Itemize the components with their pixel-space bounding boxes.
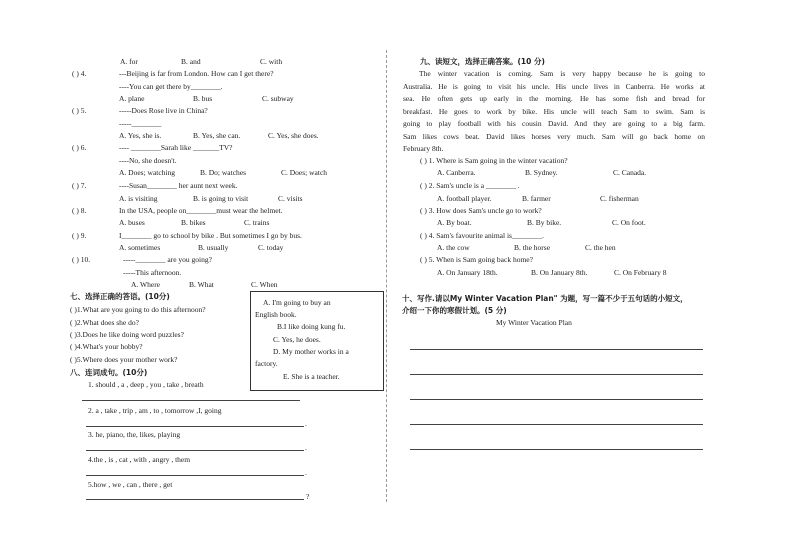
q4-option-c: C. subway [262,94,294,103]
q8-stem: In the USA, people on________must wear the helmet. [119,206,283,215]
q6-option-a: A. Does; watching [119,168,176,177]
r-q4-option-c: C. the hen [585,243,616,252]
passage-line-3: sea. He often gets up early in the morning. He has some fish and bread for [403,94,705,103]
s8-item-1: 1. should , a , deep , you , take , breath [88,380,204,389]
r-q5-stem: ( ) 5. When is Sam going back home? [420,255,533,264]
writing-line-3[interactable] [410,399,703,400]
s8-item-3: 3. he, piano, the, likes, playing [88,430,181,439]
q6-option-b: B. Do; watches [200,168,247,177]
writing-heading: My Winter Vacation Plan [496,318,572,327]
answer-b: B.I like doing kung fu. [277,322,346,331]
passage-line-1: The winter vacation is coming. Sam is very happy because he is going to [419,69,705,78]
s8-end-3: . [305,443,307,452]
r-q2-option-c: C. fisherman [600,194,639,203]
writing-line-4[interactable] [410,424,703,425]
q5-option-b: B. Yes, she can. [193,131,241,140]
passage-line-6: Sam likes cows beat. David likes horses very much. Sam will go back home on [403,131,705,141]
s8-answer-line-1[interactable] [82,400,300,401]
s7-item-4: ( )4.What's your hobby? [70,342,143,351]
q9-option-b: B. usually [198,243,229,252]
answer-a-line2: English book. [255,310,297,319]
s8-end-4: . [305,468,307,477]
r-q1-option-c: C. Canada. [613,168,647,177]
writing-line-5[interactable] [410,449,703,450]
section7-title: 七、选择正确的答语。(10分) [70,292,170,301]
passage-line-7: February 8th. [403,144,444,153]
answer-d-line2: factory. [255,359,278,368]
q7-option-b: B. is going to visit [193,194,249,203]
answer-choices-box [250,291,384,391]
q4-reply: ----You can get there by________. [119,82,223,91]
q10-option-b: B. What [189,280,214,289]
section10-title-line2: 介绍一下你的寒假计划。(5 分) [402,306,507,315]
r-q1-option-b: B. Sydney. [525,168,558,177]
r-q2-option-b: B. farmer [522,194,551,203]
s8-answer-line-3[interactable] [86,450,304,451]
q6-stem: ---- ________Sarah like _______TV? [119,143,233,152]
q4-number: ( ) 4. [72,69,87,78]
q4-stem: ---Beijing is far from London. How can I get there? [119,69,274,78]
answer-a-line1: A. I'm going to buy an [263,298,331,307]
r-q5-option-b: B. On January 8th. [531,268,588,277]
s8-answer-line-5[interactable] [86,499,304,500]
r-q3-stem: ( ) 3. How does Sam's uncle go to work? [420,206,542,215]
section8-title: 八、连词成句。(10分) [70,368,148,377]
s8-item-2: 2. a , take , trip , am , to , tomorrow ,I, going [88,406,222,415]
q6-number: ( ) 6. [72,143,87,152]
passage-line-2: Australia. He is going to visit his uncle. His uncle lives in Canberra. He works at [403,81,705,91]
q10-reply: -----This afternoon. [123,268,182,277]
r-q2-option-a: A. football player. [437,194,492,203]
q10-number: ( ) 10. [72,255,91,264]
s8-answer-line-2[interactable] [86,426,304,427]
passage-line-4: breakfast. He goes to work by bike. His uncle will teach Sam to swim. Sam is [403,106,705,116]
q7-stem: ----Susan________ her aunt next week. [119,181,238,190]
r-q4-stem: ( ) 4. Sam's favourite animal is________. [420,231,544,240]
s7-item-3: ( )3.Does he like doing word puzzles? [70,330,184,339]
r-q3-option-a: A. By boat. [437,218,472,227]
q9-number: ( ) 9. [72,231,87,240]
q5-reply: -----________ [119,119,162,128]
r-q5-option-a: A. On January 18th. [437,268,498,277]
passage-line-5: going to play football with his cousin David. And they are going to a big farm. [403,119,705,128]
r-q3-option-b: B. By bike. [527,218,562,227]
q4-option-b: B. bus [193,94,213,103]
q5-stem: -----Does Rose live in China? [119,106,208,115]
q6-option-c: C. Does; watch [281,168,328,177]
r-q3-option-c: C. On foot. [612,218,646,227]
s8-item-5: 5.how , we , can , there , get [88,480,173,489]
q5-number: ( ) 5. [72,106,87,115]
q3-option-a: A. for [120,57,138,66]
writing-line-1[interactable] [410,349,703,350]
q8-option-a: A. buses [119,218,145,227]
q9-option-a: A. sometimes [119,243,161,252]
answer-e: E. She is a teacher. [283,372,340,381]
q8-option-c: C. trains [244,218,270,227]
s7-item-2: ( )2.What does she do? [70,318,139,327]
q5-option-c: C. Yes, she does. [268,131,319,140]
q3-option-c: C. with [260,57,283,66]
q4-option-a: A. plane [119,94,145,103]
r-q1-stem: ( ) 1. Where is Sam going in the winter vacation? [420,156,568,165]
r-q2-stem: ( ) 2. Sam's uncle is a ________ . [420,181,520,190]
r-q1-option-a: A. Canberra. [437,168,476,177]
q10-option-c: C. When [251,280,278,289]
q6-reply: ----No, she doesn't. [119,156,177,165]
column-divider [386,50,387,502]
q9-option-c: C. today [258,243,284,252]
q7-option-c: C. visits [278,194,303,203]
q8-number: ( ) 8. [72,206,87,215]
s8-end-2: . [305,419,307,428]
s7-item-1: ( )1.What are you going to do this afternoon? [70,305,206,314]
q5-option-a: A. Yes, she is. [119,131,162,140]
section9-title: 九、读短文，选择正确答案。(10 分) [420,57,545,66]
s8-item-4: 4.the , is , cat , with , angry , them [88,455,191,464]
s7-item-5: ( )5.Where does your mother work? [70,355,178,364]
q7-number: ( ) 7. [72,181,87,190]
answer-c: C. Yes, he does. [273,335,321,344]
s8-end-5: ? [306,492,310,501]
answer-d-line1: D. My mother works in a [273,347,349,356]
section10-title-line1: 十、写作.请以My Winter Vacation Plan" 为题，写一篇不少于五句话的小短文， [402,294,688,303]
r-q4-option-a: A. the cow [437,243,470,252]
q3-option-b: B. and [181,57,201,66]
s8-answer-line-4[interactable] [86,475,304,476]
q9-stem: I________ go to school by bike . But sometimes I go by bus. [119,231,302,240]
q8-option-b: B. bikes [181,218,206,227]
q10-stem: -----________ are you going? [123,255,212,264]
writing-line-2[interactable] [410,374,703,375]
r-q4-option-b: B. the horse [514,243,551,252]
q10-option-a: A. Where [131,280,161,289]
r-q5-option-c: C. On February 8 [614,268,667,277]
q7-option-a: A. is visiting [119,194,158,203]
